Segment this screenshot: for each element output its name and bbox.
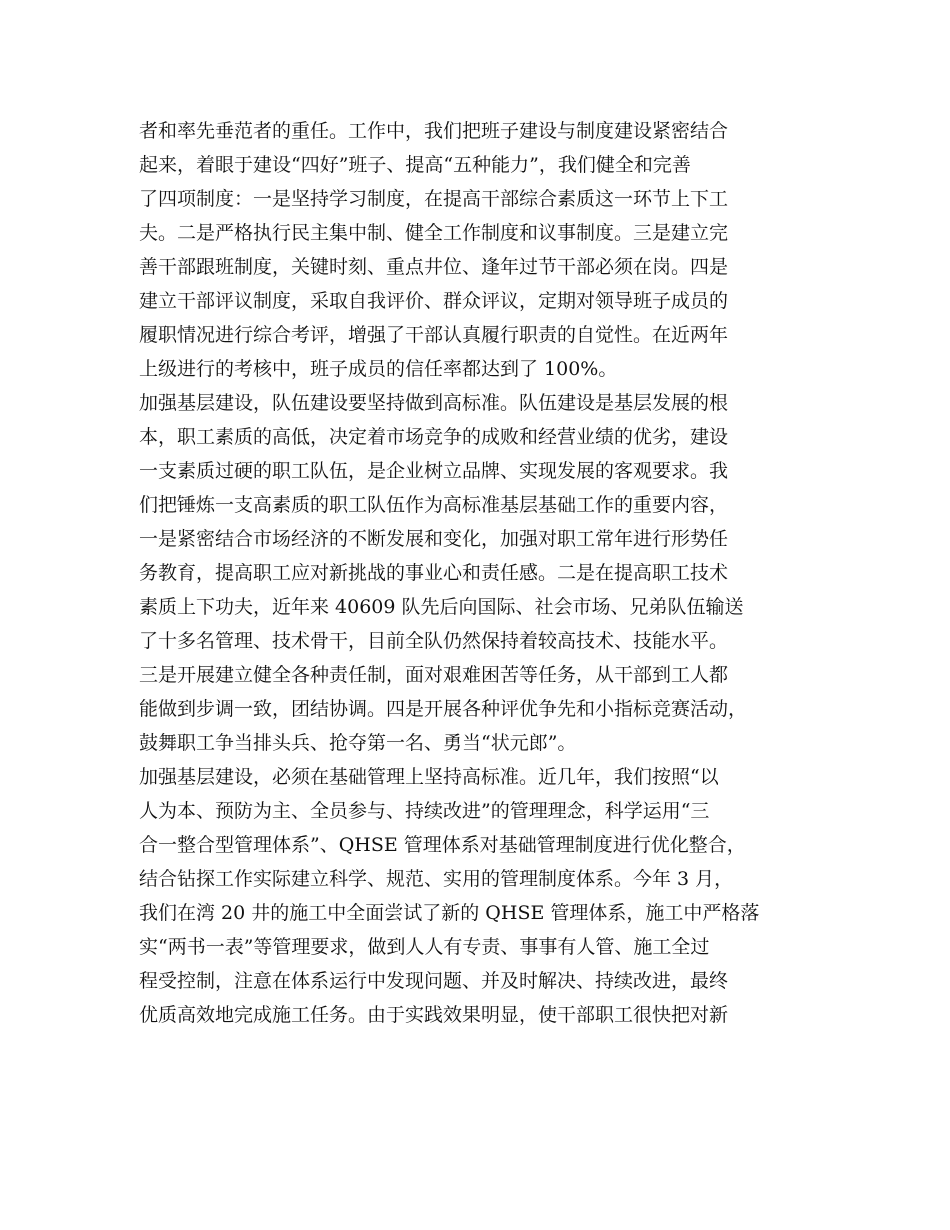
text-line: 一是紧密结合市场经济的不断发展和变化，加强对职工常年进行形势任 (139, 528, 729, 550)
body-text (139, 114, 829, 1032)
text-line: 加强基层建设，必须在基础管理上坚持高标准。近几年，我们按照“以 (139, 766, 719, 788)
text-line: 鼓舞职工争当排头兵、抢夺第一名、勇当“状元郎”。 (139, 732, 577, 754)
text-line: 素质上下功夫，近年来 40609 队先后向国际、社会市场、兄弟队伍输送 (139, 596, 744, 618)
text-line: 本，职工素质的高低，决定着市场竞争的成败和经营业绩的优劣，建设 (139, 426, 729, 448)
text-line: 能做到步调一致，团结协调。四是开展各种评优争先和小指标竞赛活动， (139, 698, 748, 720)
text-line: 建立干部评议制度，采取自我评价、群众评议，定期对领导班子成员的 (139, 290, 729, 312)
text-line: 人为本、预防为主、全员参与、持续改进”的管理理念，科学运用“三 (139, 800, 710, 822)
text-line: 务教育，提高职工应对新挑战的事业心和责任感。二是在提高职工技术 (139, 562, 729, 584)
text-line: 加强基层建设，队伍建设要坚持做到高标准。队伍建设是基层发展的根 (139, 392, 729, 414)
text-line: 三是开展建立健全各种责任制，面对艰难困苦等任务，从干部到工人都 (139, 664, 729, 686)
text-line: 一支素质过硬的职工队伍，是企业树立品牌、实现发展的客观要求。我 (139, 460, 729, 482)
text-line: 我们在湾 20 井的施工中全面尝试了新的 QHSE 管理体系，施工中严格落 (139, 902, 760, 924)
text-line: 夫。二是严格执行民主集中制、健全工作制度和议事制度。三是建立完 (139, 222, 729, 244)
text-line: 上级进行的考核中，班子成员的信任率都达到了 100%。 (139, 358, 618, 380)
text-line: 起来，着眼于建设“四好”班子、提高“五种能力”，我们健全和完善 (139, 154, 691, 176)
text-line: 结合钻探工作实际建立科学、规范、实用的管理制度体系。今年 3 月， (139, 868, 734, 890)
text-line: 实“两书一表”等管理要求，做到人人有专责、事事有人管、施工全过 (139, 936, 710, 958)
text-line: 了四项制度：一是坚持学习制度，在提高干部综合素质这一环节上下工 (139, 188, 729, 210)
text-line: 优质高效地完成施工任务。由于实践效果明显，使干部职工很快把对新 (139, 1004, 729, 1026)
text-line: 们把锤炼一支高素质的职工队伍作为高标准基层基础工作的重要内容， (139, 494, 729, 516)
text-line: 履职情况进行综合考评，增强了干部认真履行职责的自觉性。在近两年 (139, 324, 729, 346)
text-line: 合一整合型管理体系”、QHSE 管理体系对基础管理制度进行优化整合， (139, 834, 746, 856)
text-line: 者和率先垂范者的重任。工作中，我们把班子建设与制度建设紧密结合 (139, 120, 729, 142)
text-line: 程受控制，注意在体系运行中发现问题、并及时解决、持续改进，最终 (139, 970, 729, 992)
text-line: 了十多名管理、技术骨干，目前全队仍然保持着较高技术、技能水平。 (139, 630, 729, 652)
text-line: 善干部跟班制度，关键时刻、重点井位、逢年过节干部必须在岗。四是 (139, 256, 729, 278)
